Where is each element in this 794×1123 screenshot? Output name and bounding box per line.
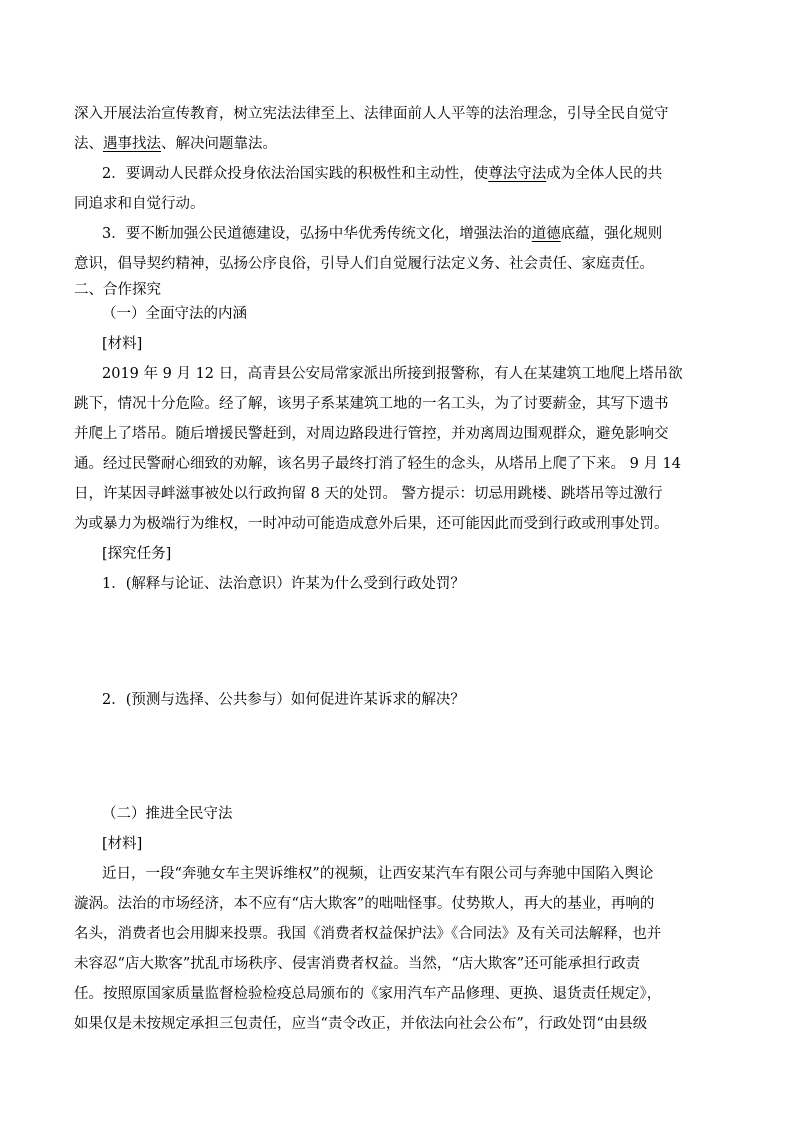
material-line: 未容忍“店大欺客”扰乱市场秩序、侵害消费者权益。当然，“店大欺客”还可能承担行政责 <box>74 956 641 972</box>
subsection-title: （一）全面守法的内涵 <box>102 306 247 322</box>
material-line: 跳下，情况十分危险。经了解，该男子系某建筑工地的一名工头，为了讨要薪金，其写下遗书 <box>74 396 669 412</box>
question-2: 2．(预测与选择、公共参与）如何促进许某诉求的解决？ <box>102 692 465 708</box>
material-line: 日，许某因寻衅滋事被处以行政拘留 8 天的处罚。 警方提示：切忌用跳楼、跳塔吊等过激行 <box>74 486 663 502</box>
paragraph-line <box>102 224 734 244</box>
text-span: 法、 <box>74 136 103 152</box>
material-label: [材料] <box>102 836 143 852</box>
underlined-keyword: 遇事找法 <box>103 136 161 152</box>
underlined-keyword: 道德 <box>531 226 561 242</box>
material-line: 任。按照原国家质量监督检验检疫总局颁布的《家用汽车产品修理、更换、退货责任规定》， <box>74 986 662 1002</box>
text-span: 底蕴，强化规则 <box>560 226 663 242</box>
paragraph-line: 意识，倡导契约精神，弘扬公序良俗，引导人们自觉履行法定义务、社会责任、家庭责任。 <box>74 256 654 272</box>
paragraph-line: 深入开展法治宣传教育，树立宪法法律至上、法律面前人人平等的法治理念，引导全民自觉守 <box>74 106 669 122</box>
section-heading: 二、合作探究 <box>74 282 161 298</box>
text-span: 成为全体人民的共 <box>546 166 663 182</box>
material-label: [材料] <box>102 336 143 352</box>
subsection-title: （二）推进全民守法 <box>102 806 233 822</box>
paragraph-line: 同追求和自觉行动。 <box>74 196 205 212</box>
material-line: 通。经过民警耐心细致的劝解，该名男子最终打消了轻生的念头，从塔吊上爬了下来。 9 月 14 <box>74 456 681 472</box>
material-line: 名头，消费者也会用脚来投票。我国《消费者权益保护法》《合同法》及有关司法解释，也并 <box>74 926 662 942</box>
material-line: 2019 年 9 月 12 日，高青县公安局常家派出所接到报警称，有人在某建筑工地爬上塔吊欲 <box>102 366 683 382</box>
text-span: 3．要不断加强公民道德建设，弘扬中华优秀传统文化，增强法治的 <box>102 226 532 242</box>
underlined-keyword: 尊法守法 <box>488 166 547 182</box>
paragraph-line <box>74 134 734 154</box>
text-span: 2．要调动人民群众投身依法治国实践的积极性和主动性，使 <box>102 166 489 182</box>
task-label: [探究任务] <box>102 546 172 562</box>
paragraph-line <box>102 164 734 184</box>
material-line: 近日，一段“奔驰女车主哭诉维权”的视频，让西安某汽车有限公司与奔驰中国陷入舆论 <box>102 866 654 882</box>
material-line: 如果仅是未按规定承担三包责任，应当“责令改正，并依法向社会公布”，行政处罚“由县级 <box>74 1016 648 1032</box>
material-line: 为或暴力为极端行为维权，一时冲动可能造成意外后果，还可能因此而受到行政或刑事处罚。 <box>74 516 669 532</box>
material-line: 并爬上了塔吊。随后增援民警赶到，对周边路段进行管控，并劝离周边围观群众，避免影响交 <box>74 426 669 442</box>
question-1: 1．(解释与论证、法治意识）许某为什么受到行政处罚？ <box>102 576 465 592</box>
material-line: 漩涡。法治的市场经济，本不应有“店大欺客”的咄咄怪事。仗势欺人，再大的基业，再响的 <box>74 896 655 912</box>
text-span: 、解决问题靠法。 <box>161 136 277 152</box>
